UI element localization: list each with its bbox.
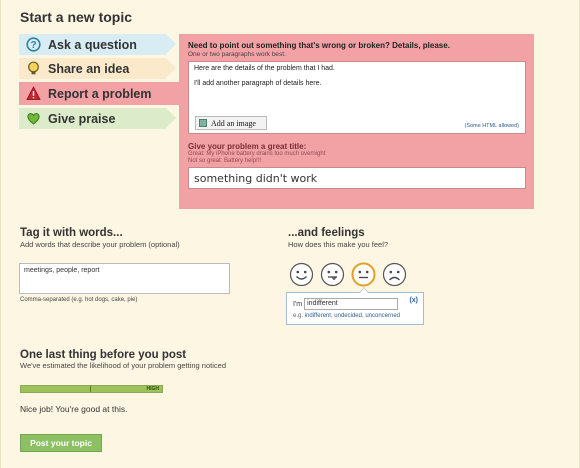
- problem-details-panel: [179, 34, 534, 209]
- details-paragraph: Here are the details of the problem that I had.: [194, 65, 335, 72]
- happy-face-icon[interactable]: [289, 262, 314, 287]
- image-icon: [199, 119, 207, 127]
- meter-fill: [21, 386, 162, 392]
- topic-type-label: Share an idea: [48, 61, 130, 76]
- feelings-close-button[interactable]: (x): [409, 297, 418, 304]
- last-subheading: We've estimated the likelihood of your problem getting noticed: [20, 361, 226, 370]
- topic-type-question[interactable]: [19, 34, 166, 55]
- feelings-prefix: I'm: [293, 300, 303, 308]
- details-subheading: One or two paragraphs work best.: [188, 51, 286, 58]
- notice-likelihood-meter: [20, 385, 163, 393]
- add-image-button[interactable]: [195, 116, 267, 130]
- topic-type-praise[interactable]: [19, 108, 166, 129]
- tags-heading: Tag it with words...: [20, 227, 123, 239]
- html-allowed-link[interactable]: (Some HTML allowed): [464, 123, 519, 129]
- add-image-label: Add an image: [211, 118, 256, 128]
- last-heading: One last thing before you post: [20, 349, 187, 361]
- lightbulb-icon: [26, 61, 41, 76]
- post-topic-button[interactable]: Post your topic: [20, 434, 102, 452]
- topic-type-idea[interactable]: [19, 58, 166, 79]
- sad-face-icon[interactable]: [382, 262, 407, 287]
- details-heading: Need to point out something that's wrong or broken? Details, please.: [188, 41, 450, 50]
- feelings-input[interactable]: indifferent: [304, 298, 398, 310]
- title-label: Give your problem a great title:: [188, 142, 307, 151]
- details-textarea[interactable]: [188, 61, 526, 134]
- title-input[interactable]: something didn't work: [188, 167, 526, 189]
- topic-type-label: Ask a question: [48, 37, 137, 52]
- feelings-heading: ...and feelings: [288, 227, 365, 239]
- feelings-popup: [286, 292, 424, 325]
- title-example-bad: Not so great: Battery help!!!: [188, 158, 262, 164]
- heart-icon: [26, 111, 41, 126]
- topic-type-label: Report a problem: [48, 86, 152, 101]
- topic-type-problem[interactable]: [19, 82, 181, 105]
- feelings-examples-prefix: e.g.: [293, 313, 304, 319]
- feelings-example-link[interactable]: unconcerned: [365, 313, 401, 319]
- title-example-great: Great: My iPhone battery drains too much overnight: [188, 151, 326, 157]
- tags-input[interactable]: meetings, people, report: [19, 263, 230, 294]
- warning-icon: [26, 86, 41, 101]
- feelings-examples: e.g. indifferent, undecided, unconcerned: [293, 313, 401, 319]
- meter-tick: [90, 386, 91, 392]
- feelings-subheading: How does this make you feel?: [288, 240, 389, 249]
- topic-type-label: Give praise: [48, 111, 116, 126]
- page-title: Start a new topic: [20, 9, 133, 25]
- svg-text:?: ?: [30, 40, 37, 51]
- meter-label: HIGH: [146, 386, 159, 392]
- details-paragraph: I'll add another paragraph of details here.: [194, 80, 322, 87]
- question-icon: [26, 37, 41, 52]
- feelings-example-link[interactable]: undecided: [334, 313, 362, 319]
- indifferent-face-icon[interactable]: [351, 262, 376, 287]
- silly-face-icon[interactable]: [320, 262, 345, 287]
- tags-hint: Comma-separated (e.g. hot dogs, cake, pie): [20, 297, 138, 303]
- encouragement-message: Nice job! You're good at this.: [20, 404, 128, 414]
- feelings-example-link[interactable]: indifferent: [304, 313, 331, 319]
- feelings-faces: [289, 262, 407, 287]
- topic-type-list: [19, 34, 179, 132]
- tags-subheading: Add words that describe your problem (optional): [20, 240, 180, 249]
